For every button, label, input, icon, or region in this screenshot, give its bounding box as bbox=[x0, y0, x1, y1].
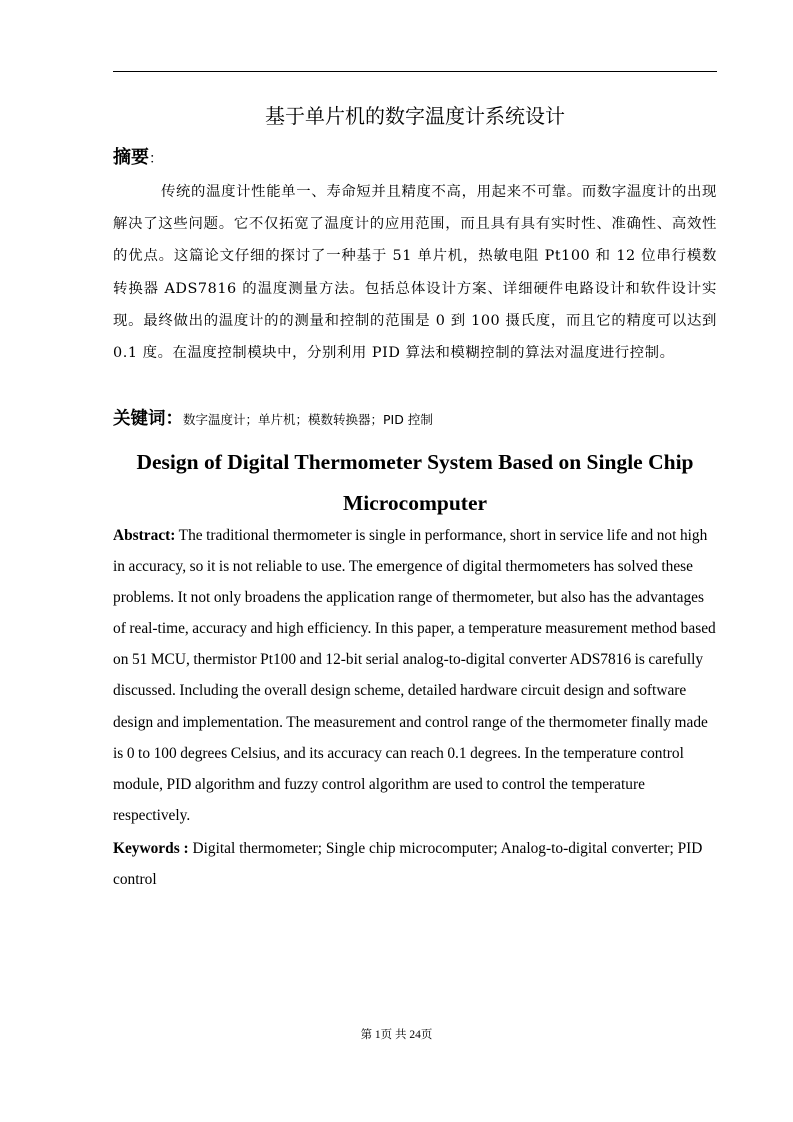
english-abstract-body: The traditional thermometer is single in performance, short in service life and not high in accuracy, so it is not reliable to use. The emergence of digital thermometers has solved these problems. It not only broadens the application range of thermometer, but also has the advantages of real-time, accuracy and high efficiency. In this paper, a temperature measurement method based on 51 MCU, thermistor Pt100 and 12-bit serial analog-to-digital converter ADS7816 is carefully discussed. Including the overall design scheme, detailed hardware circuit design and software design and implementation. The measurement and control range of the thermometer finally made is 0 to 100 degrees Celsius, and its accuracy can reach 0.1 degrees. In the temperature control module, PID algorithm and fuzzy control algorithm are used to control the temperature respectively. bbox=[113, 527, 716, 824]
page-number-footer: 第 1页 共 24页 bbox=[360, 1029, 433, 1041]
english-keywords bbox=[113, 833, 717, 895]
chinese-keywords bbox=[113, 405, 717, 434]
english-keywords-text: Digital thermometer; Single chip microcomputer; Analog-to-digital converter; PID control bbox=[113, 840, 703, 889]
english-keywords-label: Keywords : bbox=[113, 840, 189, 857]
chinese-keywords-label: 关键词： bbox=[113, 409, 183, 429]
chinese-abstract-heading bbox=[113, 145, 163, 172]
english-abstract bbox=[113, 520, 717, 831]
english-title: Design of Digital Thermometer System Based on Single Chip Microcomputer bbox=[136, 450, 694, 515]
chinese-keywords-text: 数字温度计；单片机；模数转换器；PID 控制 bbox=[183, 412, 433, 427]
chinese-title: 基于单片机的数字温度计系统设计 bbox=[265, 104, 565, 128]
chinese-abstract-body: 传统的温度计性能单一、寿命短并且精度不高，用起来不可靠。而数字温度计的出现解决了这些问题。它不仅拓宽了温度计的应用范围，而且具有具有实时性、准确性、高效性的优点。这篇论文仔细的探讨了一种基于 51 单片机，热敏电阻 Pt100 和 12 位串行模数转换器 ADS7816 的温度测量方法。包括总体设计方案、详细硬件电路设计和软件设计实现。最终做出的温度计的的测量和控制的范围是 0 到 100 摄氏度，而且它的精度可以达到 0.1 度。在温度控制模块中，分别利用 PID 算法和模糊控制的算法对温度进行控制。 bbox=[113, 184, 717, 362]
header-rule bbox=[113, 71, 717, 72]
chinese-abstract-colon: ： bbox=[149, 151, 163, 167]
english-abstract-label: Abstract: bbox=[113, 527, 176, 544]
chinese-abstract-label: 摘要 bbox=[113, 147, 149, 168]
